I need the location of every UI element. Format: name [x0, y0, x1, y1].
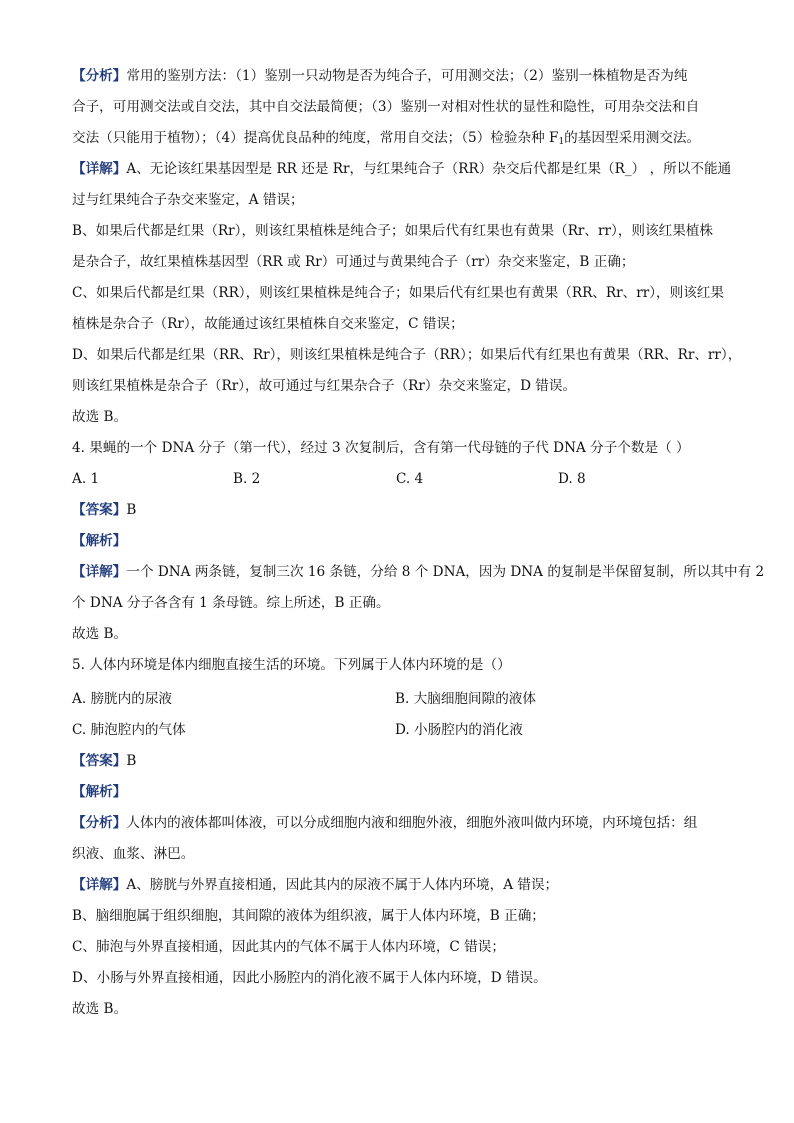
q5-analysis-line-1: 【分析】人体内的液体都叫体液，可以分成细胞内液和细胞外液，细胞外液叫做内环境，内环境包括：组 [72, 815, 698, 831]
q5-conclusion: 故选 B。 [72, 1001, 128, 1017]
q3-detail-c-line-2: 植株是杂合子（Rr），故能通过该红果植株自交来鉴定，C 错误； [72, 316, 464, 332]
q3-detail-d-line-2: 则该红果植株是杂合子（Rr），故可通过与红果杂合子（Rr）杂交来鉴定，D 错误。 [72, 378, 577, 394]
q5-detail-b: B、脑细胞属于组织细胞，其间隙的液体为组织液，属于人体内环境，B 正确； [72, 908, 545, 924]
q4-option-c: C. 4 [396, 471, 424, 487]
q4-option-a: A. 1 [72, 471, 100, 487]
answer-tag: 【答案】 [72, 753, 127, 769]
q5-option-b: B. 大脑细胞间隙的液体 [395, 691, 536, 707]
q5-detail-a: 【详解】A、膀胱与外界直接相通，因此其内的尿液不属于人体内环境，A 错误； [72, 877, 559, 893]
q5-analysis-line-2: 织液、血浆、淋巴。 [72, 846, 195, 862]
detail-tag: 【详解】 [72, 161, 127, 177]
q5-options-row-2 [72, 720, 732, 740]
q3-analysis-line-3: 交法（只能用于植物）；（4）提高优良品种的纯度，常用自交法；（5）检验杂种 $F_1$的基因型采用测交法。 [72, 130, 701, 147]
answer-tag: 【答案】 [72, 502, 127, 518]
q3-analysis-line-1: 【分析】常用的鉴别方法：（1）鉴别一只动物是否为纯合子，可用测交法；（2）鉴别一株植物是否为纯 [72, 68, 688, 84]
q5-option-c: C. 肺泡腔内的气体 [72, 722, 186, 738]
q4-explanation-heading: 【解析】 [72, 533, 127, 549]
q5-detail-d: D、小肠与外界直接相通，因此小肠腔内的消化液不属于人体内环境，D 错误。 [72, 970, 547, 986]
q5-detail-c: C、肺泡与外界直接相通，因此其内的气体不属于人体内环境，C 错误； [72, 939, 505, 955]
q5-explanation-heading: 【解析】 [72, 784, 127, 800]
q3-conclusion: 故选 B。 [72, 409, 128, 425]
q4-detail-line-2: 个 DNA 分子各含有 1 条母链。综上所述，B 正确。 [72, 595, 390, 611]
analysis-tag: 【分析】 [72, 68, 127, 84]
q5-stem: 5. 人体内环境是体内细胞直接生活的环境。下列属于人体内环境的是（） [72, 657, 511, 673]
q3-detail-d-line-1: D、如果后代都是红果（RR、Rr），则该红果植株是纯合子（RR）；如果后代有红果也有黄果（RR、Rr、rr）， [72, 347, 742, 363]
q4-options [72, 469, 732, 489]
q3-detail-a-line-2: 过与红果纯合子杂交来鉴定，A 错误； [72, 192, 304, 208]
q5-option-a: A. 膀胱内的尿液 [72, 691, 173, 707]
q4-option-b: B. 2 [233, 471, 261, 487]
q5-option-d: D. 小肠腔内的消化液 [395, 722, 523, 738]
q5-answer: 【答案】B [72, 753, 137, 769]
q3-detail-a-line-1: 【详解】A、无论该红果基因型是 RR 还是 Rr，与红果纯合子（RR）杂交后代都是红果（R_） ，所以不能通 [72, 161, 732, 177]
q4-conclusion: 故选 B。 [72, 626, 128, 642]
q5-options-row-1 [72, 689, 732, 709]
q3-detail-c-line-1: C、如果后代都是红果（RR），则该红果植株是纯合子；如果后代有红果也有黄果（RR、Rr、rr），则该红果 [72, 285, 724, 301]
q4-detail-line-1: 【详解】一个 DNA 两条链，复制三次 16 条链，分给 8 个 DNA，因为 DNA 的复制是半保留复制，所以其中有 2 [72, 564, 765, 580]
q3-detail-b-line-1: B、如果后代都是红果（Rr），则该红果植株是纯合子；如果后代有红果也有黄果（Rr、rr），则该红果植株 [72, 223, 713, 239]
q4-answer: 【答案】B [72, 502, 137, 518]
q3-detail-b-line-2: 是杂合子，故红果植株基因型（RR 或 Rr）可通过与黄果纯合子（rr）杂交来鉴定，B 正确； [72, 254, 635, 270]
q4-option-d: D. 8 [558, 471, 586, 487]
q4-stem: 4. 果蝇的一个 DNA 分子（第一代），经过 3 次复制后，含有第一代母链的子代 DNA 分子个数是（ ） [72, 440, 690, 456]
q3-analysis-line-2: 合子，可用测交法或自交法，其中自交法最简便；（3）鉴别一对相对性状的显性和隐性，可用杂交法和自 [72, 99, 700, 115]
